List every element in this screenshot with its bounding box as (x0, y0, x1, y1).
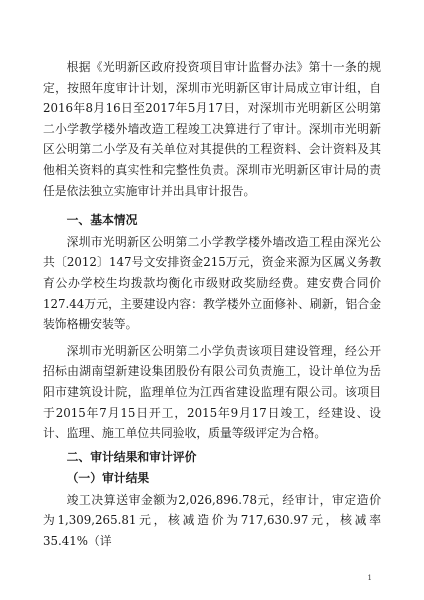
document-body (43, 57, 381, 552)
basic-info-paragraph-2: 深圳市光明新区公明第二小学负责该项目建设管理，经公开招标由湖南望新建设集团股份有限公司负责施工，设计单位为岳阳市建筑设计院，监理单位为江西省建设监理有限公司。该项目于2015年7月15日开工，2015年9月17日竣工，经建设、设计、监理、施工单位共同验收，质量等级评定为合格。 (43, 343, 381, 441)
audit-results-paragraph: 竣工决算送审金额为2,026,896.78元，经审计，审定造价为1,309,265.81元，核减造价为717,630.97元，核减率35.41%（详 (43, 492, 381, 549)
section-basic-info-heading: 一、基本情况 (66, 213, 138, 228)
section-audit-results-heading: 二、审计结果和审计评价 (66, 449, 197, 464)
subsection-audit-results-heading: （一）审计结果 (66, 471, 150, 486)
page-number: 1 (367, 574, 372, 582)
basic-info-paragraph-1: 深圳市光明新区公明第二小学教学楼外墙改造工程由深光公共〔2012〕147号文安排资金215万元，资金来源为区属义务教育公办学校生均拨款均衡化市级财政奖励经费。建安费合同价127.44万元，主要建设内容：教学楼外立面修补、刷新，铝合金装饰格栅安装等。 (43, 234, 381, 332)
intro-paragraph: 根据《光明新区政府投资项目审计监督办法》第十一条的规定，按照年度审计计划，深圳市光明新区审计局成立审计组，自2016年8月16日至2017年5月17日，对深圳市光明新区公明第二小学教学楼外墙改造工程竣工决算进行了审计。深圳市光明新区公明第二小学及有关单位对其提供的工程资料、会计资料及其他相关资料的真实性和完整性负责。深圳市光明新区审计局的责任是依法独立实施审计并出具审计报告。 (43, 60, 381, 198)
